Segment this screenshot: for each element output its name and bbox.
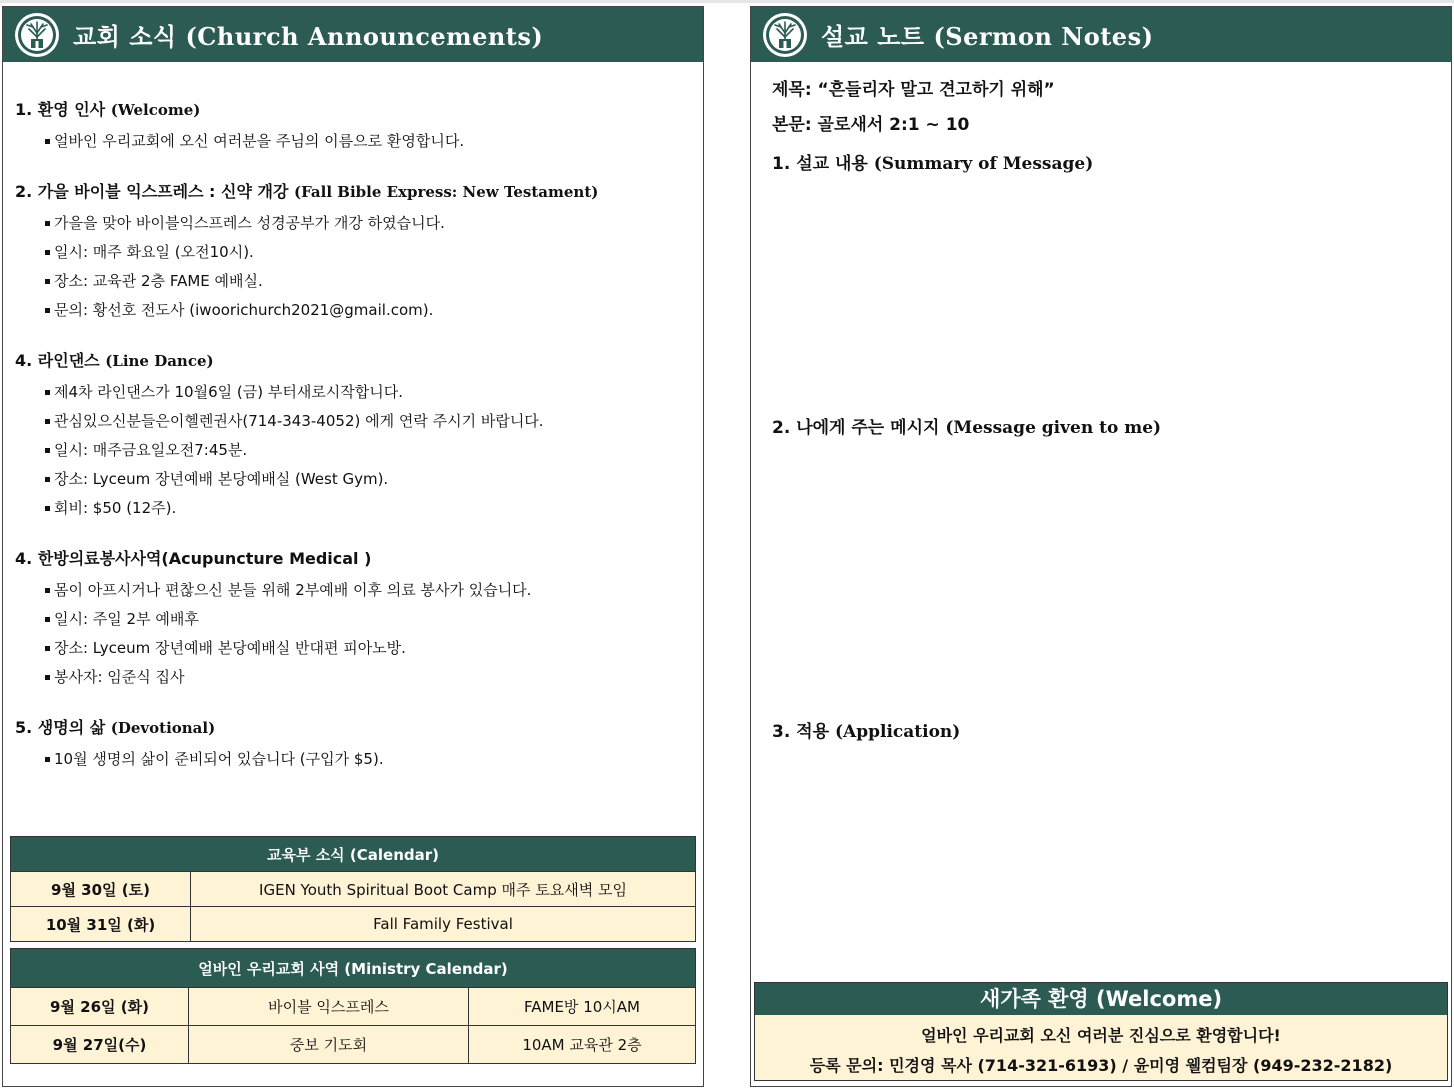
announcement-section — [15, 181, 695, 325]
section-title: 2. 가을 바이블 익스프레스 : 신약 개강 (Fall Bible Express: New Testament) — [15, 182, 599, 201]
ministry-date: 9월 26일 (화) — [11, 988, 189, 1026]
list-item: 회비: $50 (12주). — [15, 494, 695, 523]
section-title: 5. 생명의 삶 (Devotional) — [15, 718, 216, 737]
announcement-section — [15, 717, 695, 774]
church-tree-logo-icon — [763, 13, 807, 57]
calendar-title: 교육부 소식 (Calendar) — [11, 837, 696, 872]
list-item: 관심있으신분들은이헬렌권사(714-343-4052) 에게 연락 주시기 바랍니다. — [15, 407, 695, 436]
calendar-event: Fall Family Festival — [191, 907, 696, 942]
list-item: 문의: 황선호 전도사 (iwoorichurch2021@gmail.com). — [15, 296, 695, 325]
announcement-section — [15, 548, 695, 692]
table-row — [11, 907, 696, 942]
list-item: 장소: Lyceum 장년예배 본당예배실 반대편 피아노방. — [15, 634, 695, 663]
sermon-title: 제목: “흔들리자 말고 견고하기 위해” — [772, 80, 1055, 100]
list-item: 봉사자: 임준식 집사 — [15, 663, 695, 692]
new-family-welcome-box — [754, 982, 1448, 1081]
message-heading: 2. 나에게 주는 메시지 (Message given to me) — [772, 418, 1162, 438]
church-tree-logo-icon — [15, 13, 59, 57]
ministry-info: 10AM 교육관 2층 — [469, 1026, 696, 1064]
list-item: 일시: 매주 화요일 (오전10시). — [15, 238, 695, 267]
registration-contact: 등록 문의: 민경영 목사 (714-321-6193) / 윤미영 웰컴팀장 (949-232-2182) — [809, 1056, 1393, 1075]
calendar-event: IGEN Youth Spiritual Boot Camp 매주 토요새벽 모임 — [191, 872, 696, 907]
announcement-section — [15, 350, 695, 523]
scripture-reference: 본문: 골로새서 2:1 ~ 10 — [772, 115, 970, 135]
church-announcements-panel — [2, 6, 704, 1087]
ministry-event: 중보 기도회 — [189, 1026, 469, 1064]
section-title: 1. 환영 인사 (Welcome) — [15, 100, 201, 119]
announcements-title: 교회 소식 (Church Announcements) — [73, 22, 544, 51]
ministry-date: 9월 27일(수) — [11, 1026, 189, 1064]
sermon-title-header: 설교 노트 (Sermon Notes) — [821, 22, 1154, 51]
list-item: 장소: Lyceum 장년예배 본당예배실 (West Gym). — [15, 465, 695, 494]
list-item: 장소: 교육관 2층 FAME 예배실. — [15, 267, 695, 296]
calendar-date: 10월 31일 (화) — [11, 907, 191, 942]
announcements-header — [3, 7, 703, 62]
section-title: 4. 라인댄스 (Line Dance) — [15, 351, 214, 370]
calendar-table — [10, 836, 696, 942]
calendar-date: 9월 30일 (토) — [11, 872, 191, 907]
list-item: 10월 생명의 삶이 준비되어 있습니다 (구입가 $5). — [15, 745, 695, 774]
welcome-title: 새가족 환영 (Welcome) — [755, 983, 1447, 1015]
list-item: 일시: 주일 2부 예배후 — [15, 605, 695, 634]
ministry-info: FAME방 10시AM — [469, 988, 696, 1026]
list-item: 가을을 맞아 바이블익스프레스 성경공부가 개강 하였습니다. — [15, 209, 695, 238]
announcement-section — [15, 99, 695, 156]
sermon-notes-panel — [750, 6, 1452, 1087]
list-item: 얼바인 우리교회에 오신 여러분을 주님의 이름으로 환영합니다. — [15, 127, 695, 156]
table-row — [11, 872, 696, 907]
table-row — [11, 988, 696, 1026]
ministry-calendar-table — [10, 948, 696, 1064]
table-row — [11, 1026, 696, 1064]
list-item: 제4차 라인댄스가 10월6일 (금) 부터새로시작합니다. — [15, 378, 695, 407]
application-heading: 3. 적용 (Application) — [772, 722, 961, 742]
top-divider — [0, 0, 1454, 3]
announcements-list — [15, 99, 695, 799]
list-item: 일시: 매주금요일오전7:45분. — [15, 436, 695, 465]
ministry-title: 얼바인 우리교회 사역 (Ministry Calendar) — [11, 949, 696, 988]
list-item: 몸이 아프시거나 편찮으신 분들 위해 2부예배 이후 의료 봉사가 있습니다. — [15, 576, 695, 605]
welcome-line: 얼바인 우리교회 오신 여러분 진심으로 환영합니다! — [921, 1026, 1281, 1045]
summary-heading: 1. 설교 내용 (Summary of Message) — [772, 154, 1094, 174]
ministry-event: 바이블 익스프레스 — [189, 988, 469, 1026]
sermon-header — [751, 7, 1451, 62]
section-title: 4. 한방의료봉사사역(Acupuncture Medical ) — [15, 549, 372, 568]
welcome-body — [755, 1015, 1447, 1080]
